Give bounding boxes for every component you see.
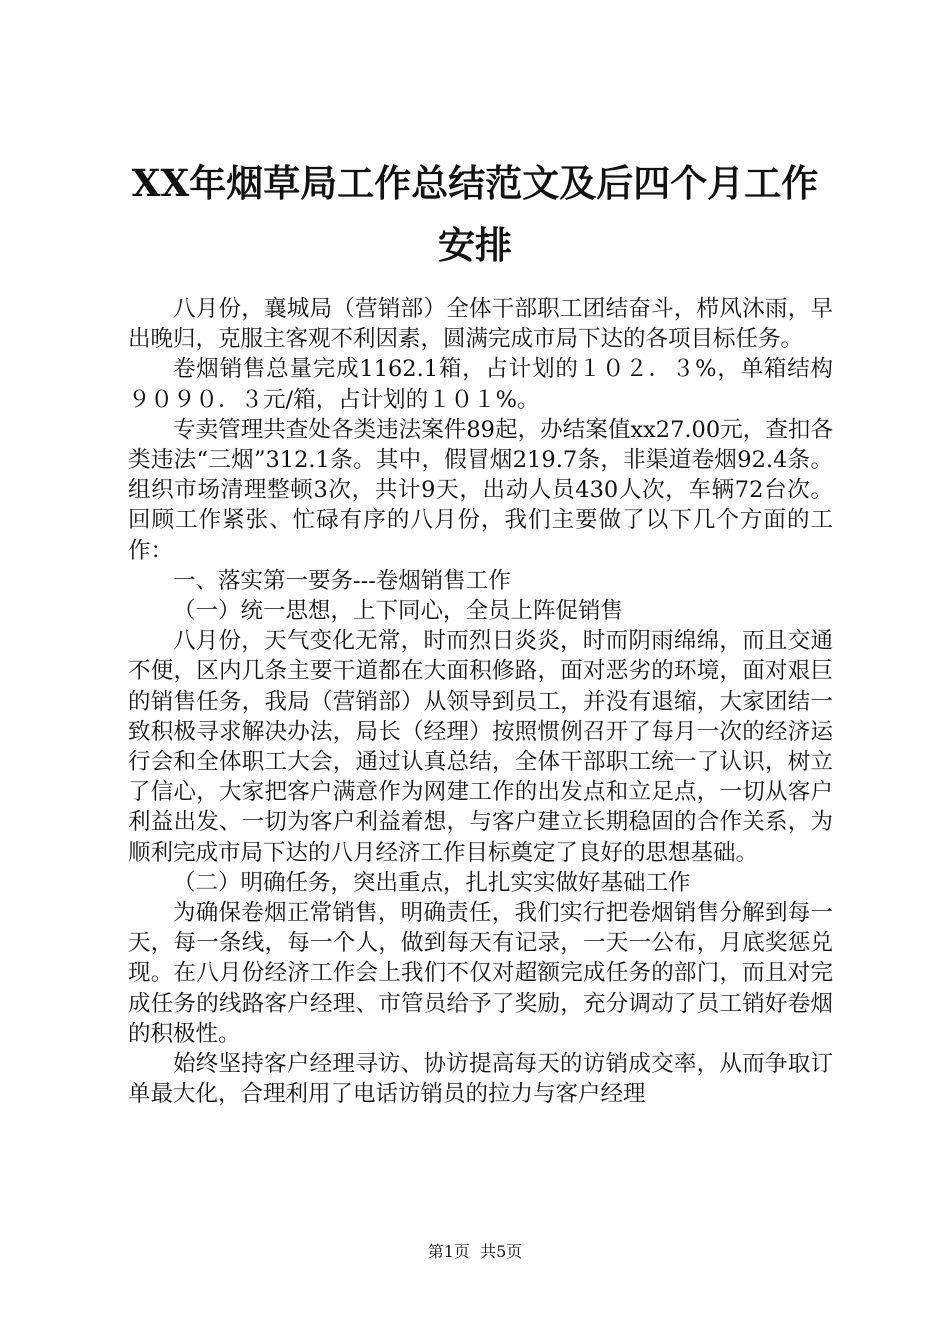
paragraph: 卷烟销售总量完成1162.1箱，占计划的１０２．３%，单箱结构９０９０．３元/箱，占计划的１０１%。 (128, 356, 833, 413)
paragraph: 八月份，天气变化无常，时而烈日炎炎，时而阴雨绵绵，而且交通不便，区内几条主要干道都在大面积修路，面对恶劣的环境，面对艰巨的销售任务，我局（营销部）从领导到员工，并没有退缩，大家团结一致积极寻求解决办法，局长（经理）按照惯例召开了每月一次的经济运行会和全体职工大会，通过认真总结，全体干部职工统一了认识，树立了信心，大家把客户满意作为网建工作的出发点和立足点，一切从客户利益出发、一切为客户利益着想，与客户建立长期稳固的合作关系，为顺利完成市局下达的八月经济工作目标奠定了良好的思想基础。 (128, 628, 833, 866)
document-body (128, 294, 833, 1109)
paragraph: 始终坚持客户经理寻访、协访提高每天的访销成交率，从而争取订单最大化，合理利用了电话访销员的拉力与客户经理 (128, 1051, 833, 1108)
section-heading: 一、落实第一要务---卷烟销售工作 (173, 567, 511, 594)
paragraph: 专卖管理共查处各类违法案件89起，办结案值xx27.00元，查扣各类违法“三烟”312.1条。其中，假冒烟219.7条，非渠道卷烟92.4条。组织市场清理整顿3次，共计9天，出动人员430人次，车辆72台次。回顾工作紧张、忙碌有序的八月份，我们主要做了以下几个方面的工作： (128, 416, 833, 564)
paragraph: 为确保卷烟正常销售，明确责任，我们实行把卷烟销售分解到每一天，每一条线，每一个人，做到每天有记录，一天一公布，月底奖惩兑现。在八月份经济工作会上我们不仅对超额完成任务的部门，而且对完成任务的线路客户经理、市管员给予了奖励，充分调动了员工销好卷烟的积极性。 (128, 900, 833, 1047)
subsection-heading: （一）统一思想，上下同心，全员上阵促销售 (173, 598, 624, 625)
document-title: XX年烟草局工作总结范文及后四个月工作安排 (131, 161, 819, 267)
paragraph: 八月份，襄城局（营销部）全体干部职工团结奋斗，栉风沐雨，早出晚归，克服主客观不利因素，圆满完成市局下达的各项目标任务。 (128, 296, 833, 353)
page-footer: 第1页 共5页 (427, 1242, 523, 1261)
subsection-heading: （二）明确任务，突出重点，扎扎实实做好基础工作 (173, 869, 691, 896)
